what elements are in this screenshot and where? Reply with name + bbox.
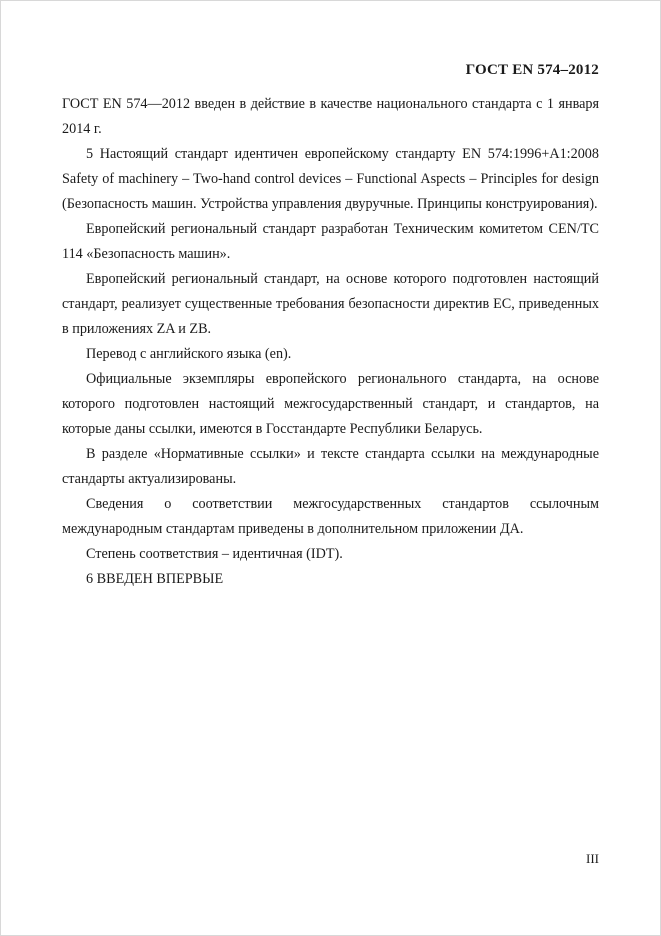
paragraph-degree-of-correspondence: Степень соответствия – идентичная (IDT). [86,546,343,562]
paragraph-adoption: ГОСТ EN 574—2012 введен в действие в качестве национального стандарта с 1 января 2014 г. [62,96,599,137]
document-body [62,92,599,592]
page-number: III [586,851,599,866]
paragraph-correspondence-info: Сведения о соответствии межгосударственных стандартов ссылочным международным стандартам приведены в дополнительном приложении ДА. [62,496,599,537]
paragraph-translation: Перевод с английского языка (en). [86,346,292,362]
document-code-header: ГОСТ EN 574–2012 [465,62,599,78]
paragraph-committee: Европейский региональный стандарт разработан Техническим комитетом CEN/TC 114 «Безопасность машин». [62,221,599,262]
paragraph-normative-references: В разделе «Нормативные ссылки» и тексте стандарта ссылки на международные стандарты актуализированы. [62,446,599,487]
paragraph-introduced-first-time: 6 ВВЕДЕН ВПЕРВЫЕ [86,571,224,587]
paragraph-identical-standard: 5 Настоящий стандарт идентичен европейскому стандарту EN 574:1996+A1:2008 Safety of machinery – Two-hand control devices – Functional Aspects – Principles for design (Безопасность машин. Устройства управления двуручные. Принципы конструирования). [62,146,599,212]
paragraph-safety-requirements: Европейский региональный стандарт, на основе которого подготовлен настоящий стандарт, реализует существенные требования безопасности директив ЕС, приведенных в приложениях ZA и ZB. [62,271,599,337]
paragraph-official-copies: Официальные экземпляры европейского регионального стандарта, на основе которого подготовлен настоящий межгосударственный стандарт, и стандартов, на которые даны ссылки, имеются в Госстандарте Республики Беларусь. [62,371,599,437]
